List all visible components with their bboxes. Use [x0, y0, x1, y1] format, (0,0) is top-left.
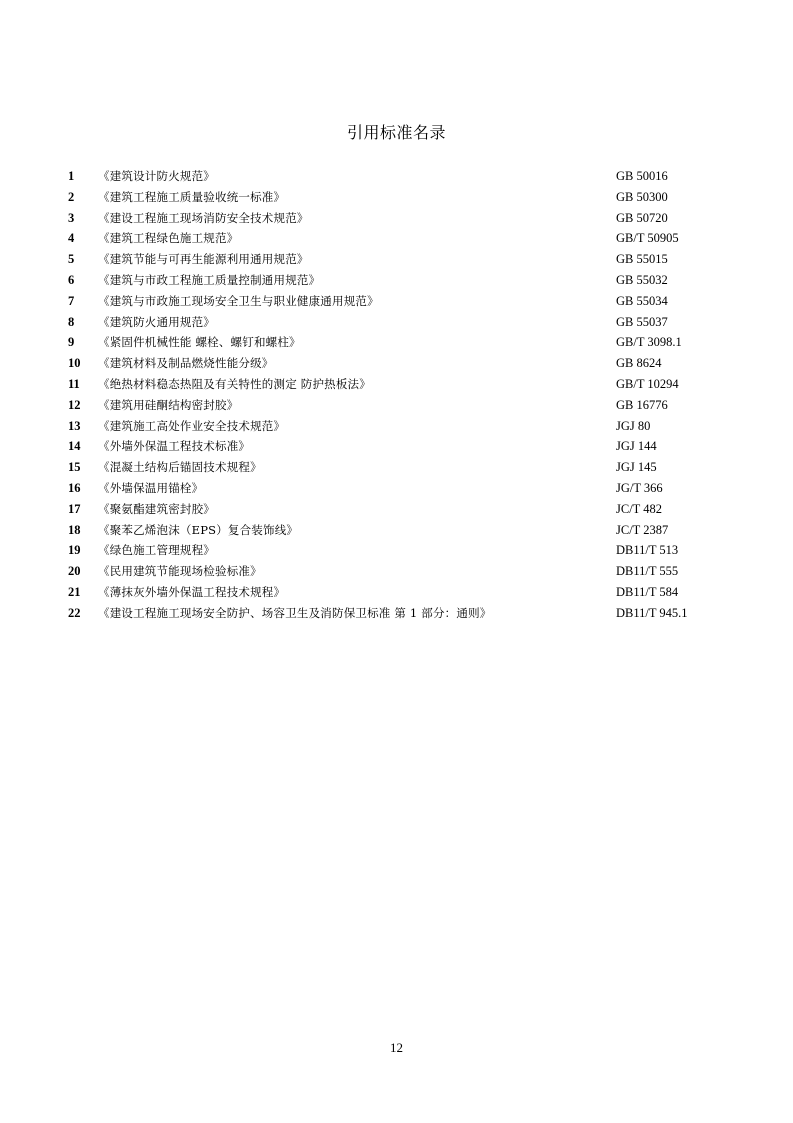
list-item [0, 561, 793, 582]
standard-name: 《外墙保温用锚栓》 [98, 480, 204, 495]
list-item [0, 312, 793, 333]
list-item [0, 353, 793, 374]
list-item [0, 208, 793, 229]
standard-code: JG/T 366 [616, 480, 663, 495]
standards-list [0, 166, 793, 624]
standard-name: 《建设工程施工现场消防安全技术规范》 [98, 210, 309, 225]
list-item [0, 478, 793, 499]
item-number: 14 [68, 439, 81, 454]
item-number: 22 [68, 605, 81, 620]
list-item [0, 270, 793, 291]
list-item [0, 187, 793, 208]
standard-name: 《建筑与市政工程施工质量控制通用规范》 [98, 272, 321, 287]
standard-name: 《建筑工程施工质量验收统一标准》 [98, 189, 286, 204]
standard-code: GB 55032 [616, 272, 668, 287]
item-number: 13 [68, 418, 81, 433]
item-number: 9 [68, 335, 75, 350]
list-item [0, 520, 793, 541]
standard-name: 《混凝土结构后锚固技术规程》 [98, 460, 262, 475]
standard-code: JC/T 2387 [616, 522, 669, 537]
standard-name: 《建筑用硅酮结构密封胶》 [98, 397, 239, 412]
list-item [0, 499, 793, 520]
list-item [0, 291, 793, 312]
standard-name: 《建筑与市政施工现场安全卫生与职业健康通用规范》 [98, 293, 379, 308]
list-item [0, 457, 793, 478]
standard-name: 《外墙外保温工程技术标准》 [98, 439, 251, 454]
item-number: 10 [68, 356, 81, 371]
standard-name: 《薄抹灰外墙外保温工程技术规程》 [98, 584, 286, 599]
standard-code: GB/T 3098.1 [616, 335, 682, 350]
standard-code: JGJ 80 [616, 418, 651, 433]
item-number: 8 [68, 314, 75, 329]
standard-code: JGJ 144 [616, 439, 657, 454]
item-number: 11 [68, 376, 80, 391]
page-number: 12 [390, 1040, 403, 1055]
item-number: 20 [68, 564, 81, 579]
standard-name: 《建筑设计防火规范》 [98, 169, 215, 183]
standard-name: 《建筑施工高处作业安全技术规范》 [98, 418, 286, 433]
standard-code: GB 55037 [616, 314, 668, 329]
item-number: 12 [68, 397, 81, 412]
item-number: 5 [68, 252, 75, 267]
item-number: 17 [68, 501, 81, 516]
list-item [0, 228, 793, 249]
list-item [0, 436, 793, 457]
standard-code: GB 50720 [616, 210, 668, 225]
standard-code: GB/T 50905 [616, 231, 679, 246]
standard-code: GB 50016 [616, 169, 668, 183]
standard-code: DB11/T 513 [616, 543, 679, 558]
item-number: 3 [68, 210, 75, 225]
standard-code: GB 50300 [616, 189, 668, 204]
item-number: 7 [68, 293, 75, 308]
item-number: 16 [68, 480, 81, 495]
item-number: 18 [68, 522, 81, 537]
standard-name: 《建设工程施工现场安全防护、场容卫生及消防保卫标准 第 1 部分：通则》 [98, 605, 492, 620]
standard-name: 《建筑防火通用规范》 [98, 314, 215, 329]
standard-code: JGJ 145 [616, 460, 657, 475]
page-title: 引用标准名录 [346, 123, 446, 142]
item-number: 19 [68, 543, 81, 558]
standard-name: 《建筑材料及制品燃烧性能分级》 [98, 356, 274, 371]
standard-code: JC/T 482 [616, 501, 662, 516]
list-item [0, 332, 793, 353]
standard-code: GB 55015 [616, 252, 668, 267]
standard-name: 《绝热材料稳态热阻及有关特性的测定 防护热板法》 [98, 376, 371, 391]
list-item [0, 582, 793, 603]
list-item [0, 249, 793, 270]
item-number: 1 [68, 169, 75, 183]
standard-code: DB11/T 555 [616, 564, 679, 579]
list-item [0, 166, 793, 187]
standard-name: 《民用建筑节能现场检验标准》 [98, 564, 262, 579]
standard-name: 《紧固件机械性能 螺栓、螺钉和螺柱》 [98, 335, 301, 350]
standard-code: DB11/T 945.1 [616, 605, 688, 620]
standard-code: GB 8624 [616, 356, 662, 371]
list-item [0, 395, 793, 416]
item-number: 21 [68, 584, 81, 599]
item-number: 4 [68, 231, 75, 246]
standard-code: GB 16776 [616, 397, 668, 412]
standard-code: DB11/T 584 [616, 584, 679, 599]
standard-name: 《聚氨酯建筑密封胶》 [98, 501, 215, 516]
item-number: 6 [68, 272, 75, 287]
standard-name: 《建筑节能与可再生能源利用通用规范》 [98, 252, 309, 267]
list-item [0, 603, 793, 624]
list-item [0, 416, 793, 437]
list-item [0, 540, 793, 561]
standard-name: 《聚苯乙烯泡沫（EPS）复合装饰线》 [98, 522, 299, 537]
item-number: 2 [68, 189, 75, 204]
item-number: 15 [68, 460, 81, 475]
standard-name: 《绿色施工管理规程》 [98, 543, 215, 558]
standard-code: GB/T 10294 [616, 376, 679, 391]
standard-code: GB 55034 [616, 293, 668, 308]
standard-name: 《建筑工程绿色施工规范》 [98, 231, 239, 246]
list-item [0, 374, 793, 395]
